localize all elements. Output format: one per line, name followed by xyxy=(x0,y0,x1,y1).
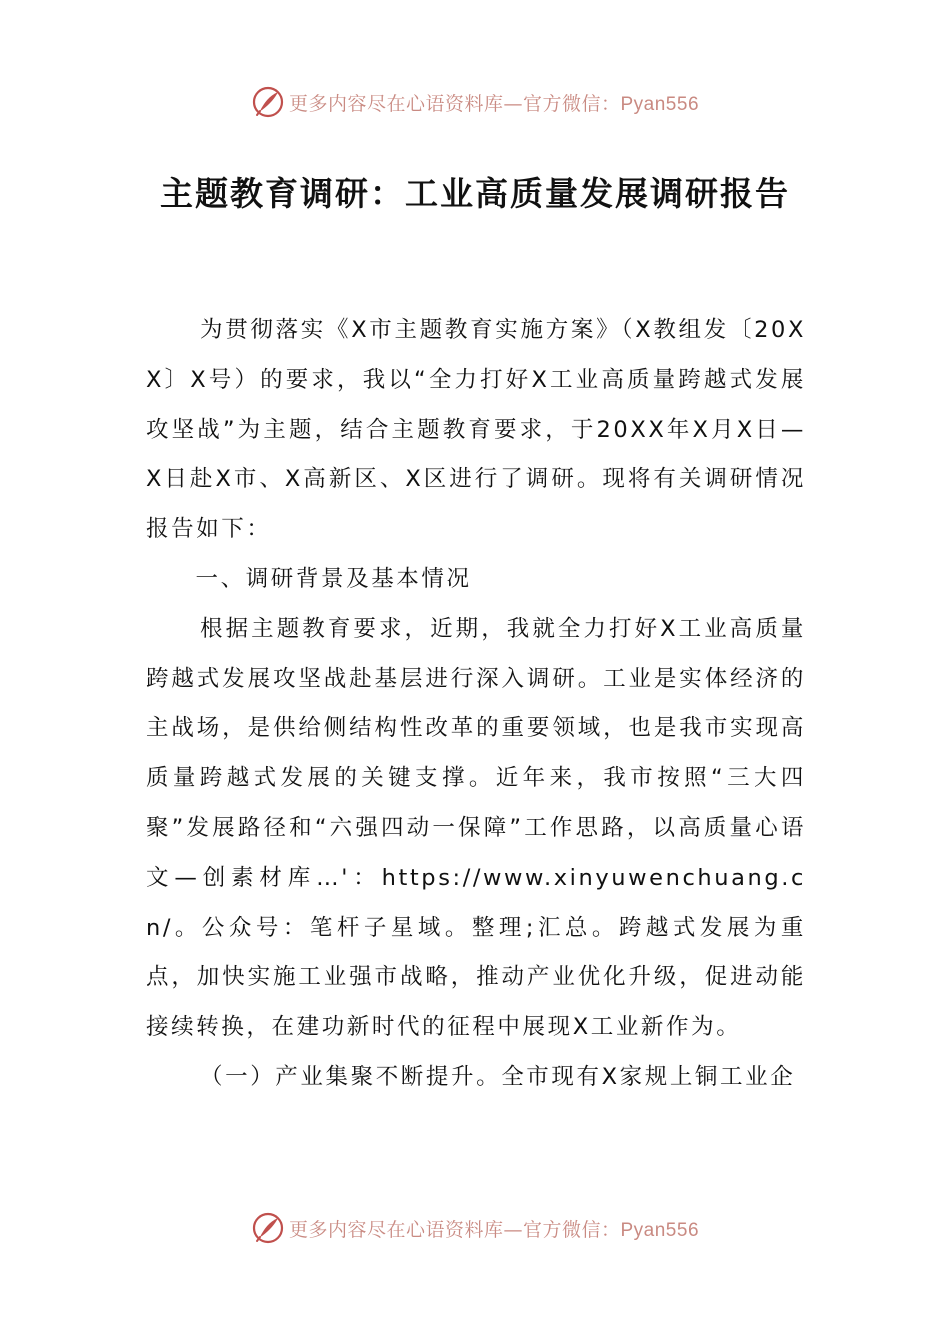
quill-logo-icon xyxy=(251,85,285,119)
watermark-text: 更多内容尽在心语资料库—官方微信：Pyan556 xyxy=(288,92,700,115)
document-title: 主题教育调研：工业高质量发展调研报告 xyxy=(160,174,790,213)
section-heading: 一、调研背景及基本情况 xyxy=(195,565,472,592)
subsection-paragraph: （一）产业集聚不断提升。全市现有X家规上铜工业企 xyxy=(200,1063,796,1090)
header-watermark xyxy=(0,82,950,122)
document-body xyxy=(146,306,806,1103)
background-paragraph: 根据主题教育要求，近期，我就全力打好X工业高质量跨越式发展攻坚战赴基层进行深入调研。工业是实体经济的主战场，是供给侧结构性改革的重要领域，也是我市实现高质量跨越式发展的关键支撑。近年来，我市按照“三大四聚”发展路径和“六强四动一保障”工作思路，以高质量心语文—创素材库…'：https://www.xinyuwenchuang.cn/。公众号：笔杆子星域。整理;汇总。跨越式发展为重点，加快实施工业强市战略，推动产业优化升级，促进动能接续转换，在建功新时代的征程中展现X工业新作为。 xyxy=(146,615,806,1041)
footer-watermark xyxy=(0,1208,950,1248)
intro-paragraph: 为贯彻落实《X市主题教育实施方案》（X教组发〔20XX〕X号）的要求，我以“全力打好X工业高质量跨越式发展攻坚战”为主题，结合主题教育要求，于20XX年X月X日—X日赴X市、X高新区、X区进行了调研。现将有关调研情况报告如下： xyxy=(146,317,806,543)
watermark-text: 更多内容尽在心语资料库—官方微信：Pyan556 xyxy=(288,1218,700,1241)
quill-logo-icon xyxy=(251,1211,285,1245)
